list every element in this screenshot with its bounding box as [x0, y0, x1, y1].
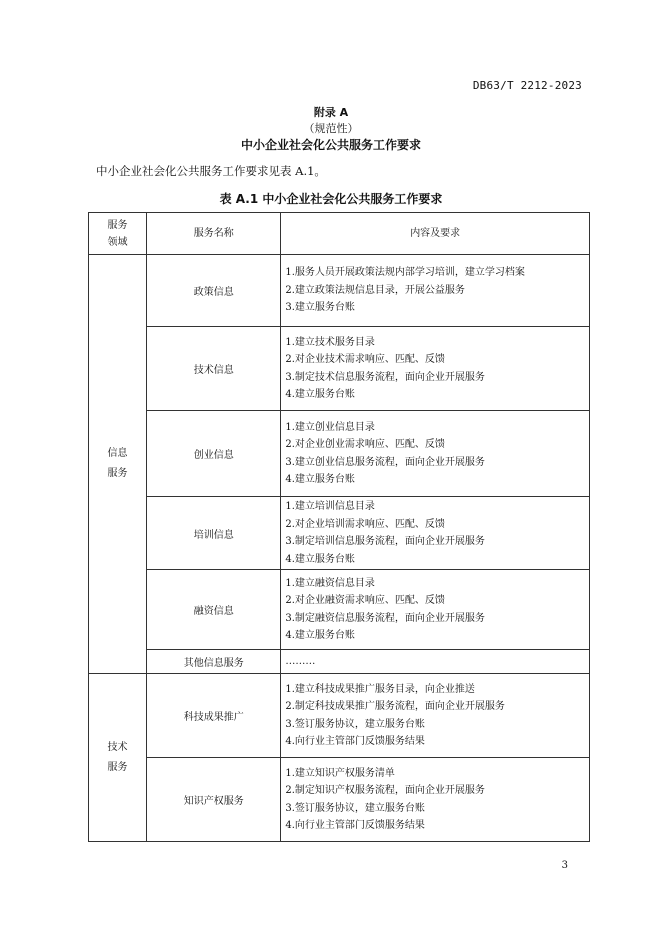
table-row [89, 650, 590, 674]
content-line: 1.建立培训信息目录 [285, 501, 375, 512]
content-line: 3.制定培训信息服务流程，面向企业开展服务 [285, 536, 485, 547]
content-cell [281, 570, 590, 650]
content-line: 4.建立服务台账 [285, 474, 355, 485]
content-line: ……… [285, 655, 316, 667]
content-line: 2.制定科技成果推广服务流程，面向企业开展服务 [285, 701, 505, 712]
domain-cell-info [89, 255, 147, 674]
domain-line2: 服务 [107, 468, 128, 479]
content-cell [281, 327, 590, 411]
content-line: 2.对企业融资需求响应、匹配、反馈 [285, 595, 445, 606]
service-name-cell: 知识产权服务 [147, 758, 281, 842]
header-content: 内容及要求 [281, 213, 590, 255]
table-row [89, 411, 590, 497]
service-name-cell: 创业信息 [147, 411, 281, 497]
appendix-label: 附录 A [313, 106, 349, 119]
service-name-cell: 其他信息服务 [147, 650, 281, 674]
content-line: 3.签订服务协议，建立服务台账 [285, 718, 425, 730]
domain-line2: 服务 [107, 761, 128, 773]
domain-line1: 技术 [107, 741, 128, 753]
content-cell [281, 411, 590, 497]
appendix-title: 中小企业社会化公共服务工作要求 [240, 138, 421, 152]
table-row [89, 674, 590, 758]
content-cell [281, 650, 590, 674]
page-number: 3 [561, 860, 568, 871]
content-line: 4.建立服务台账 [285, 630, 355, 641]
content-line: 4.建立服务台账 [285, 389, 355, 400]
content-line: 1.建立融资信息目录 [285, 577, 375, 589]
table-row [89, 255, 590, 327]
intro-text: 中小企业社会化公共服务工作要求见表 A.1。 [96, 164, 326, 178]
appendix-type: （规范性） [303, 122, 359, 135]
service-name-cell: 融资信息 [147, 570, 281, 650]
domain-cell-tech [89, 674, 147, 842]
content-line: 4.建立服务台账 [285, 553, 355, 565]
content-line: 1.建立创业信息目录 [285, 421, 375, 433]
doc-code: DB63/T 2212-2023 [472, 79, 582, 92]
header-domain-line2: 领域 [107, 236, 128, 248]
content-cell [281, 674, 590, 758]
table-row [89, 570, 590, 650]
table-row [89, 497, 590, 570]
content-line: 3.签订服务协议，建立服务台账 [285, 802, 425, 814]
content-line: 1.建立知识产权服务清单 [285, 767, 395, 779]
table-row [89, 327, 590, 411]
content-line: 3.制定技术信息服务流程，面向企业开展服务 [285, 371, 485, 383]
content-line: 3.建立创业信息服务流程，面向企业开展服务 [285, 456, 485, 468]
content-line: 3.建立服务台账 [285, 302, 355, 314]
content-line: 4.向行业主管部门反馈服务结果 [285, 820, 425, 831]
header-domain-line1: 服务 [107, 219, 128, 231]
content-cell [281, 758, 590, 842]
table-caption: 表 A.1 中小企业社会化公共服务工作要求 [219, 192, 443, 206]
table-row [89, 758, 590, 842]
content-line: 2.建立政策法规信息目录，开展公益服务 [285, 284, 465, 296]
content-line: 2.对企业培训需求响应、匹配、反馈 [285, 518, 445, 530]
content-line: 1.建立科技成果推广服务目录，向企业推送 [285, 683, 475, 695]
content-line: 4.向行业主管部门反馈服务结果 [285, 736, 425, 747]
service-name-cell: 政策信息 [147, 255, 281, 327]
service-name-cell: 科技成果推广 [147, 674, 281, 758]
content-line: 3.制定融资信息服务流程，面向企业开展服务 [285, 612, 485, 624]
content-line: 2.制定知识产权服务流程，面向企业开展服务 [285, 785, 485, 796]
header-service-name: 服务名称 [147, 213, 281, 255]
requirements-table [88, 212, 590, 842]
content-line: 2.对企业创业需求响应、匹配、反馈 [285, 439, 445, 450]
service-name-cell: 培训信息 [147, 497, 281, 570]
content-line: 1.服务人员开展政策法规内部学习培训，建立学习档案 [285, 267, 525, 279]
content-cell [281, 497, 590, 570]
service-name-cell: 技术信息 [147, 327, 281, 411]
domain-line1: 信息 [107, 448, 128, 459]
content-line: 2.对企业技术需求响应、匹配、反馈 [285, 354, 445, 365]
content-line: 1.建立技术服务目录 [285, 336, 375, 348]
table-header-row [89, 213, 590, 255]
header-domain [89, 213, 147, 255]
content-cell [281, 255, 590, 327]
